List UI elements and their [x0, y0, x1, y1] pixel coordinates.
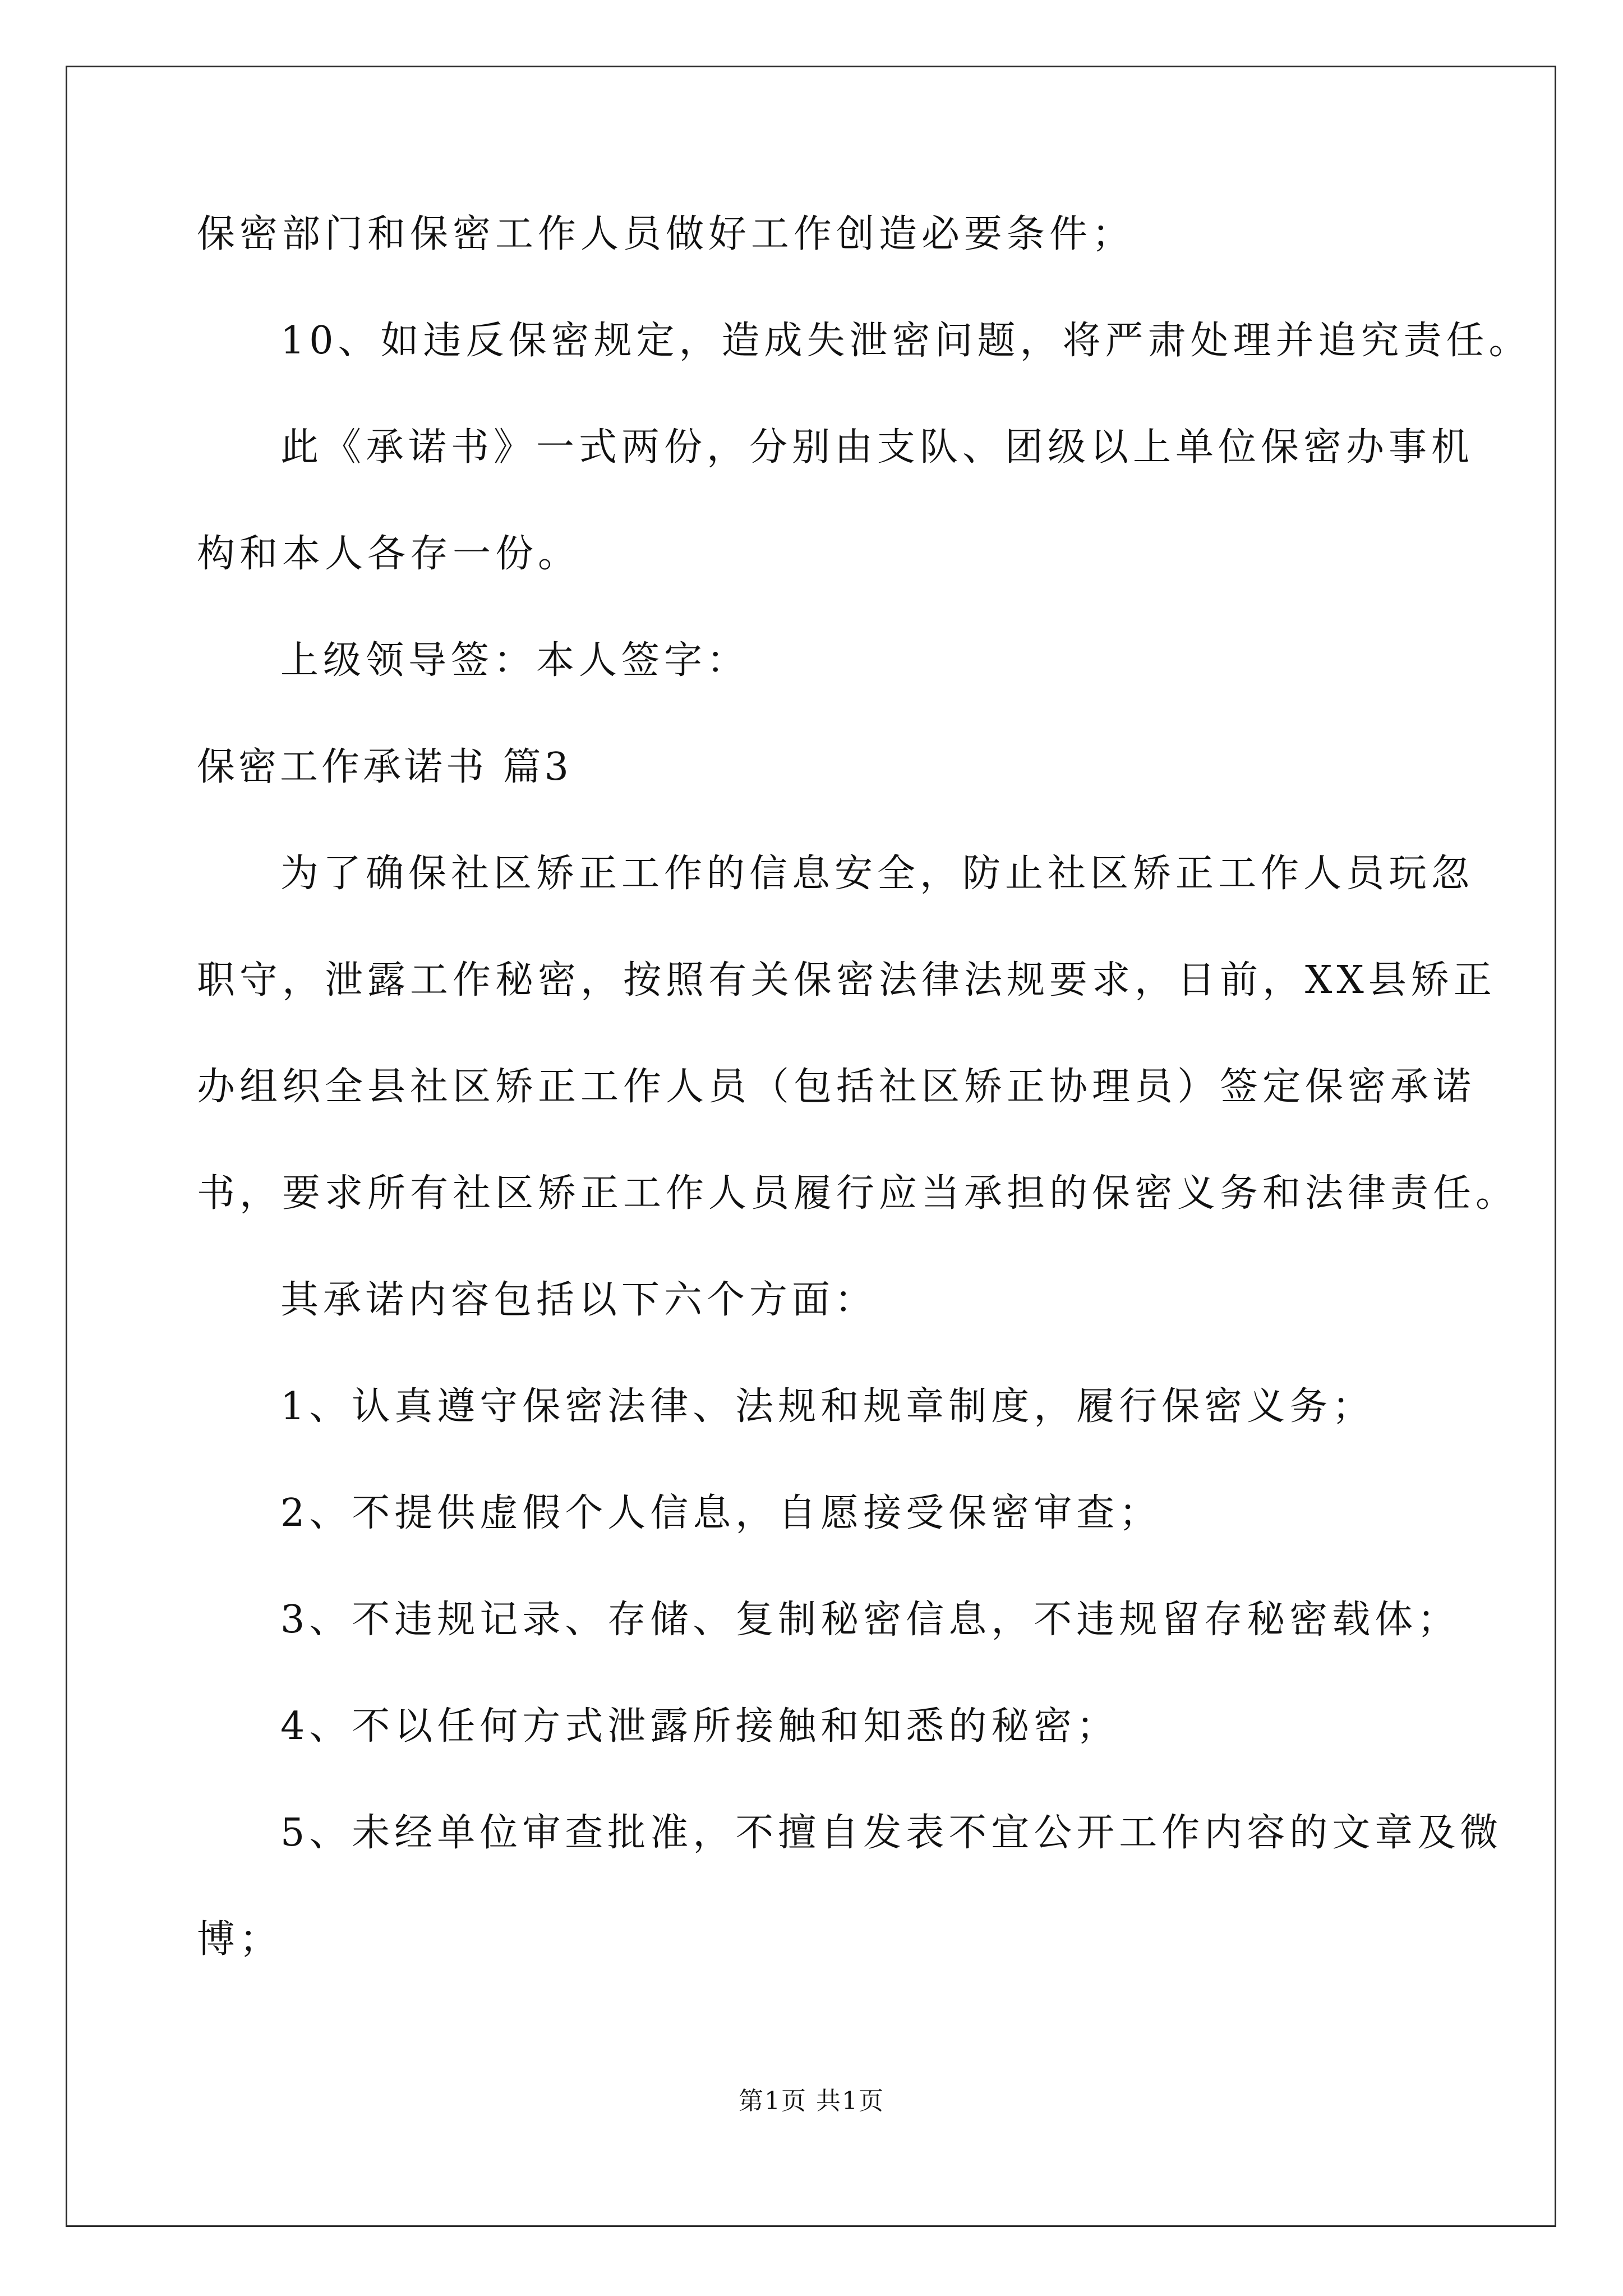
list-item: 5、未经单位审查批准，不擅自发表不宜公开工作内容的文章及微 [280, 1811, 1503, 1855]
list-item: 3、不违规记录、存储、复制秘密信息，不违规留存秘密载体； [280, 1598, 1460, 1642]
paragraph-line: 办组织全县社区矫正工作人员（包括社区矫正协理员）签定保密承诺 [197, 1065, 1476, 1109]
paragraph-line: 职守，泄露工作秘密，按照有关保密法律法规要求，日前，XX县矫正 [197, 958, 1496, 1002]
paragraph-line: 构和本人各存一份。 [197, 532, 581, 576]
paragraph-line: 保密部门和保密工作人员做好工作创造必要条件； [197, 212, 1135, 256]
paragraph-line: 此《承诺书》一式两份，分别由支队、团级以上单位保密办事机 [280, 425, 1474, 470]
page-border [66, 66, 1556, 2227]
paragraph-line: 10、如违反保密规定，造成失泄密问题，将严肃处理并追究责任。 [280, 319, 1532, 363]
paragraph-line: 其承诺内容包括以下六个方面： [280, 1278, 878, 1322]
list-item: 4、不以任何方式泄露所接触和知悉的秘密； [280, 1704, 1119, 1749]
list-item: 1、认真遵守保密法律、法规和规章制度，履行保密义务； [280, 1384, 1375, 1429]
page-footer: 第1页 共1页 [739, 2087, 884, 2115]
list-item: 2、不提供虚假个人信息，自愿接受保密审查； [280, 1491, 1162, 1535]
paragraph-line: 为了确保社区矫正工作的信息安全，防止社区矫正工作人员玩忽 [280, 852, 1474, 896]
list-item: 博； [197, 1917, 283, 1962]
section-heading: 保密工作承诺书 篇3 [197, 745, 572, 789]
paragraph-line: 书，要求所有社区矫正工作人员履行应当承担的保密义务和法律责任。 [197, 1171, 1519, 1216]
paragraph-line: 上级领导签：本人签字： [280, 638, 750, 683]
